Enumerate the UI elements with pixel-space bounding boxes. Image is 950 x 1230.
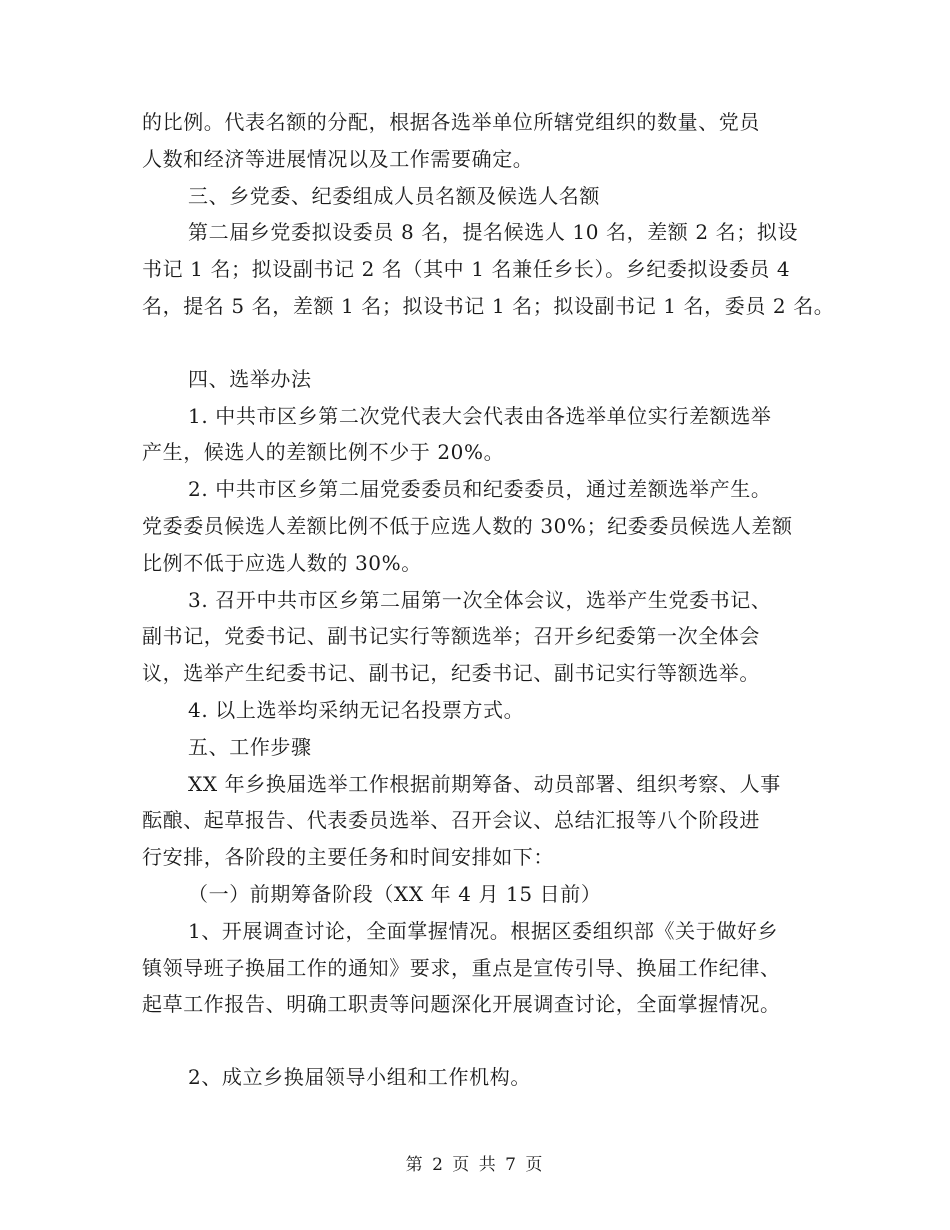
paragraph-line: 镇领导班子换届工作的通知》要求，重点是宣传引导、换届工作纪律、: [142, 955, 781, 980]
paragraph-line: 书记 1 名；拟设副书记 2 名（其中 1 名兼任乡长）。乡纪委拟设委员 4: [142, 257, 791, 282]
paragraph-line: 议，选举产生纪委书记、副书记，纪委书记、副书记实行等额选举。: [142, 661, 760, 686]
paragraph-line: 2、成立乡换届领导小组和工作机构。: [188, 1065, 531, 1090]
paragraph-gap: [142, 1023, 822, 1059]
paragraph-line: 第二届乡党委拟设委员 8 名，提名候选人 10 名，差额 2 名；拟设: [188, 220, 799, 245]
paragraph-line: 1、开展调查讨论，全面掌握情况。根据区委组织部《关于做好乡: [188, 918, 779, 943]
page-number-footer: 第 2 页 共 7 页: [405, 1155, 545, 1175]
paragraph-line: 副书记，党委书记、副书记实行等额选举；召开乡纪委第一次全体会: [142, 624, 760, 649]
paragraph-line: 产生，候选人的差额比例不少于 20%。: [142, 440, 505, 465]
paragraph-line: XX 年乡换届选举工作根据前期筹备、动员部署、组织考察、人事: [188, 771, 781, 796]
paragraph-line: 人数和经济等进展情况以及工作需要确定。: [142, 146, 534, 171]
paragraph-gap: [142, 325, 822, 361]
paragraph-line: 党委委员候选人差额比例不低于应选人数的 30%；纪委委员候选人差额: [142, 513, 793, 538]
paragraph-line: 2. 中共市区乡第二届党委委员和纪委委员，通过差额选举产生。: [188, 477, 772, 502]
paragraph-line: 1. 中共市区乡第二次党代表大会代表由各选举单位实行差额选举: [188, 403, 772, 428]
section-heading: 四、选举办法: [188, 366, 312, 391]
paragraph-line: 名，提名 5 名，差额 1 名；拟设书记 1 名；拟设副书记 1 名，委员 2 名。: [142, 293, 835, 318]
paragraph-line: 4. 以上选举均采纳无记名投票方式。: [188, 697, 525, 722]
paragraph-line: 行安排，各阶段的主要任务和时间安排如下：: [142, 845, 554, 870]
section-heading: 三、乡党委、纪委组成人员名额及候选人名额: [188, 183, 600, 208]
paragraph-line: 3. 召开中共市区乡第二届第一次全体会议，选举产生党委书记、: [188, 587, 772, 612]
paragraph-line: 起草工作报告、明确工职责等问题深化开展调查讨论，全面掌握情况。: [142, 992, 781, 1017]
paragraph-line: 比例不低于应选人数的 30%。: [142, 550, 422, 575]
section-heading: 五、工作步骤: [188, 734, 312, 759]
subsection-heading: （一）前期筹备阶段（XX 年 4 月 15 日前）: [188, 881, 602, 906]
paragraph-line: 酝酿、起草报告、代表委员选举、召开会议、总结汇报等八个阶段进: [142, 808, 760, 833]
document-body: [142, 104, 835, 1096]
paragraph-line: 的比例。代表名额的分配，根据各选举单位所辖党组织的数量、党员: [142, 110, 760, 134]
